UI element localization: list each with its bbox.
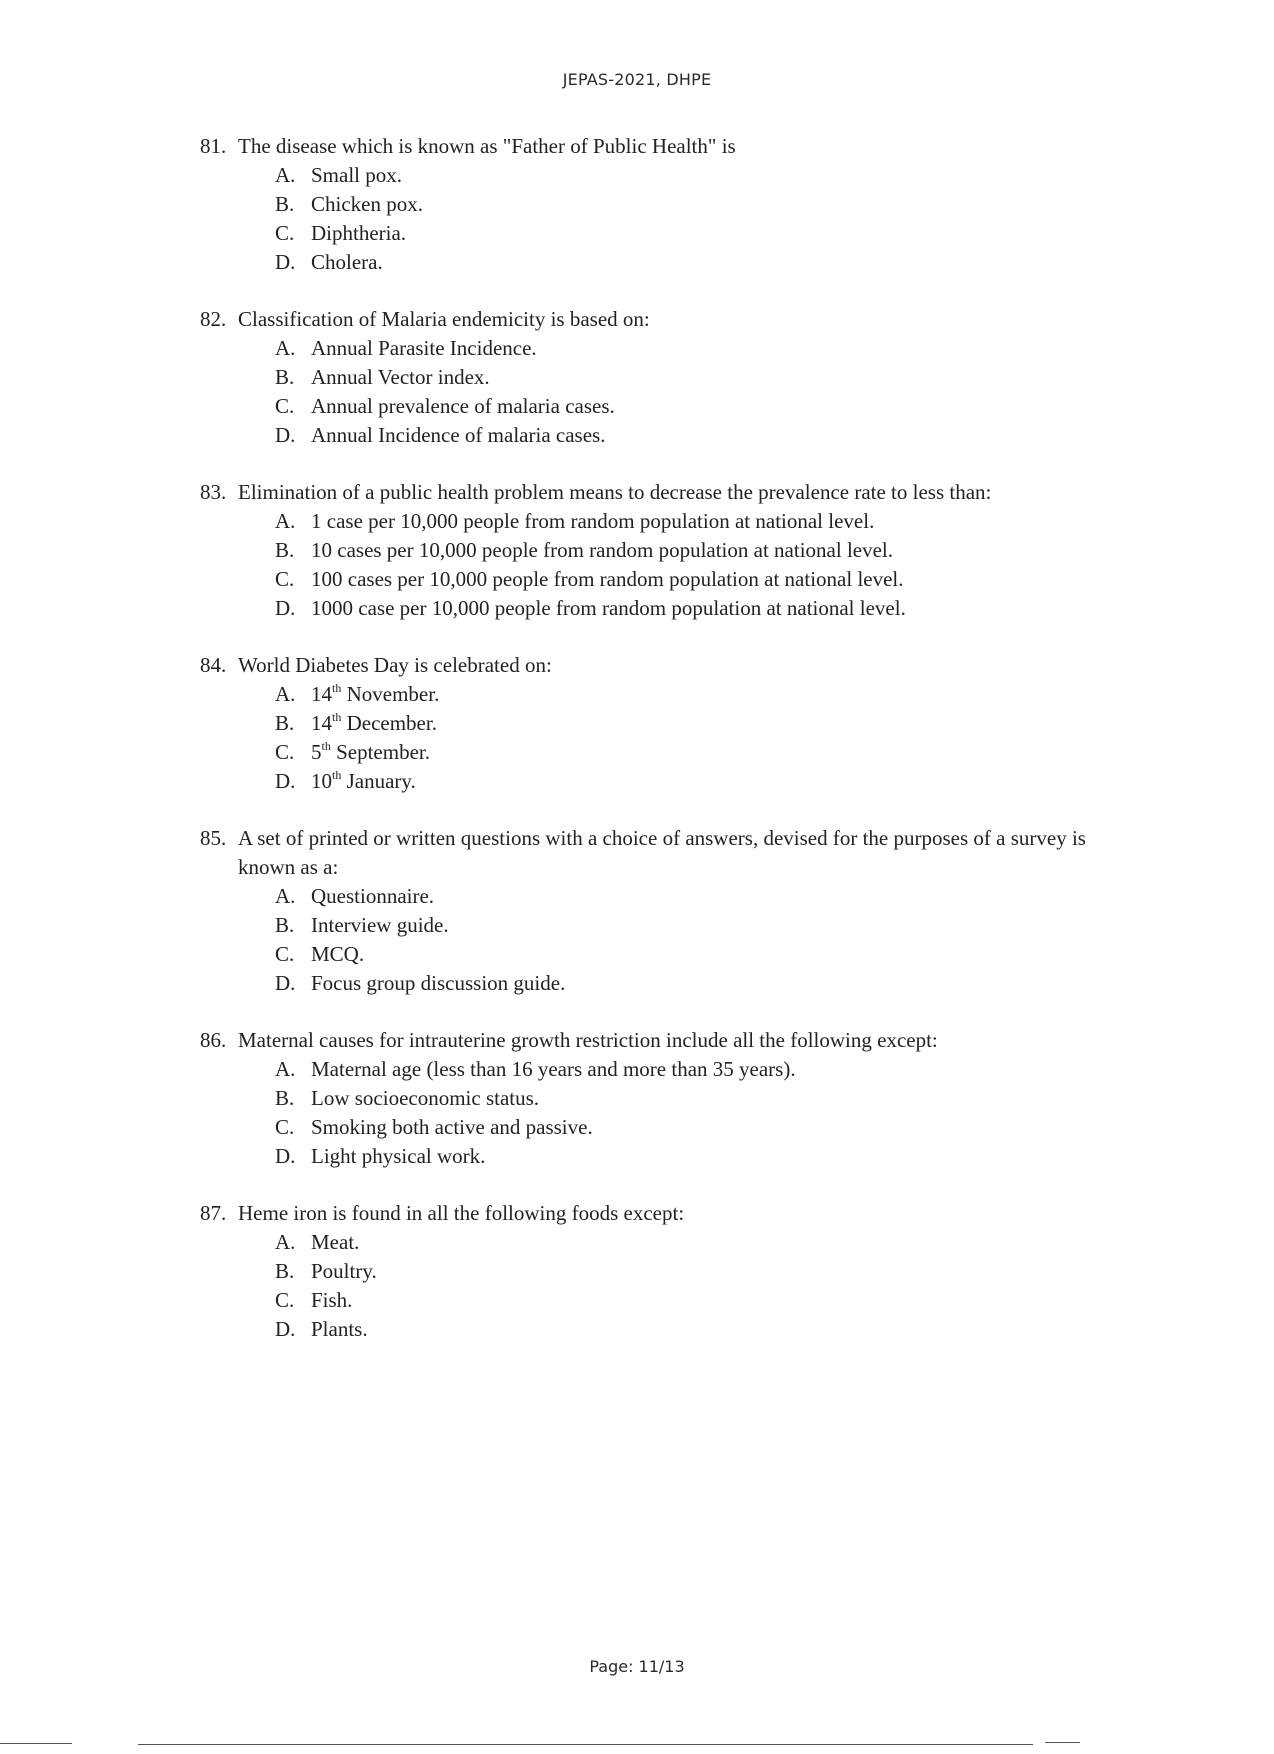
option-letter: B. [275,711,295,735]
option-text: Annual prevalence of malaria cases. [311,394,615,418]
option-letter: A. [275,336,296,360]
option-text: Questionnaire. [311,884,435,908]
option-letter: A. [275,682,296,706]
option-text [311,680,1100,709]
option-letter: C. [275,567,295,591]
answer-option [275,738,1100,767]
option-letter: D. [275,423,296,447]
question-stem [200,824,1100,882]
option-list [275,882,1100,998]
question-stem [200,132,1100,161]
answer-option [275,882,1100,911]
question-stem [200,1199,1100,1228]
answer-option [275,1286,1100,1315]
date-day: 10 [311,769,332,793]
answer-option [275,594,1100,623]
date-month: December. [341,711,437,735]
option-letter: B. [275,365,295,389]
answer-option [275,421,1100,450]
option-text: Plants. [311,1317,368,1341]
question-text: The disease which is known as "Father of Public Health" is [238,134,736,158]
ordinal-suffix: th [332,768,342,782]
question-item [200,1199,1100,1344]
question-text: Elimination of a public health problem means to decrease the prevalence rate to less than: [238,480,992,504]
option-letter: A. [275,1230,296,1254]
option-text [311,709,1100,738]
question-number: 83. [200,480,227,504]
answer-option [275,1084,1100,1113]
question-item [200,651,1100,796]
option-text: Interview guide. [311,913,449,937]
option-text: Focus group discussion guide. [311,971,566,995]
answer-option [275,709,1100,738]
option-letter: C. [275,394,295,418]
question-text: Heme iron is found in all the following foods except: [238,1201,685,1225]
answer-option [275,248,1100,277]
option-text: 1000 case per 10,000 people from random population at national level. [311,596,906,620]
question-item [200,824,1100,998]
question-number: 85. [200,826,227,850]
question-number: 86. [200,1028,227,1052]
question-stem [200,651,1100,680]
answer-option [275,940,1100,969]
question-item [200,1026,1100,1171]
answer-option [275,363,1100,392]
ordinal-suffix: th [332,681,342,695]
question-stem [200,1026,1100,1055]
option-letter: D. [275,596,296,620]
answer-option [275,969,1100,998]
scan-edge-line [1045,1742,1080,1743]
date-day: 14 [311,711,332,735]
option-text: 100 cases per 10,000 people from random population at national level. [311,567,904,591]
question-stem [200,478,1100,507]
option-letter: D. [275,971,296,995]
option-letter: A. [275,884,296,908]
option-letter: B. [275,1086,295,1110]
answer-option [275,190,1100,219]
answer-option [275,392,1100,421]
question-item [200,478,1100,623]
ordinal-suffix: th [321,739,331,753]
option-letter: A. [275,509,296,533]
question-item [200,305,1100,450]
answer-option [275,1257,1100,1286]
option-text: Annual Parasite Incidence. [311,336,537,360]
date-day: 5 [311,740,322,764]
answer-option [275,334,1100,363]
date-month: September. [330,740,430,764]
option-letter: B. [275,1259,295,1283]
answer-option [275,565,1100,594]
answer-option [275,536,1100,565]
answer-option [275,680,1100,709]
ordinal-suffix: th [332,710,342,724]
option-letter: C. [275,740,295,764]
option-letter: D. [275,1144,296,1168]
answer-option [275,1142,1100,1171]
answer-option [275,219,1100,248]
answer-option [275,1113,1100,1142]
option-text: Fish. [311,1288,353,1312]
option-letter: C. [275,221,295,245]
option-list [275,680,1100,796]
question-text: A set of printed or written questions with a choice of answers, devised for the purposes of a survey is known as a: [238,826,1086,879]
answer-option [275,161,1100,190]
option-text: Annual Incidence of malaria cases. [311,423,606,447]
option-letter: C. [275,1115,295,1139]
option-text: Meat. [311,1230,360,1254]
option-text: MCQ. [311,942,365,966]
question-text: Maternal causes for intrauterine growth restriction include all the following except: [238,1028,938,1052]
date-month: November. [341,682,440,706]
option-letter: A. [275,1057,296,1081]
option-letter: B. [275,538,295,562]
option-letter: C. [275,1288,295,1312]
option-letter: D. [275,250,296,274]
option-letter: C. [275,942,295,966]
option-text: Diphtheria. [311,221,407,245]
option-letter: A. [275,163,296,187]
question-number: 82. [200,307,227,331]
option-letter: B. [275,192,295,216]
option-text: Small pox. [311,163,403,187]
answer-option [275,911,1100,940]
option-letter: B. [275,913,295,937]
page-header: JEPAS-2021, DHPE [562,70,712,89]
date-day: 14 [311,682,332,706]
question-number: 84. [200,653,227,677]
option-text [311,767,1100,796]
option-letter: D. [275,1317,296,1341]
answer-option [275,1055,1100,1084]
option-list [275,161,1100,277]
option-text: Light physical work. [311,1144,486,1168]
option-text: 1 case per 10,000 people from random population at national level. [311,509,875,533]
question-item [200,132,1100,277]
option-list [275,334,1100,450]
answer-option [275,1315,1100,1344]
option-text: Poultry. [311,1259,377,1283]
question-text: World Diabetes Day is celebrated on: [238,653,552,677]
question-stem [200,305,1100,334]
question-list [200,132,1100,1372]
date-month: January. [341,769,416,793]
option-list [275,1055,1100,1171]
option-text: Cholera. [311,250,383,274]
question-number: 81. [200,134,227,158]
option-text: 10 cases per 10,000 people from random population at national level. [311,538,894,562]
option-list [275,507,1100,623]
scan-edge-line [0,1743,72,1744]
option-text: Annual Vector index. [311,365,490,389]
option-text: Low socioeconomic status. [311,1086,540,1110]
option-text [311,738,1100,767]
question-text: Classification of Malaria endemicity is based on: [238,307,650,331]
answer-option [275,507,1100,536]
option-list [275,1228,1100,1344]
option-text: Smoking both active and passive. [311,1115,593,1139]
answer-option [275,767,1100,796]
option-text: Maternal age (less than 16 years and more than 35 years). [311,1057,796,1081]
question-number: 87. [200,1201,227,1225]
option-letter: D. [275,769,296,793]
page-number: Page: 11/13 [589,1657,685,1676]
answer-option [275,1228,1100,1257]
option-text: Chicken pox. [311,192,423,216]
scan-edge-line [138,1744,1033,1745]
